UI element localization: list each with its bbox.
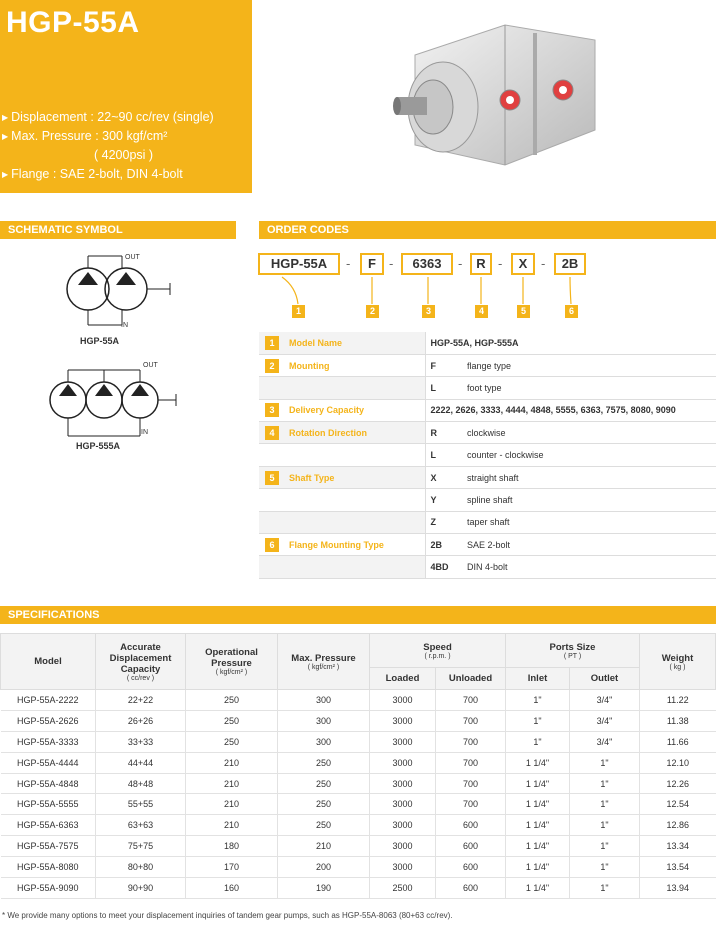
order-row-code: 4BD xyxy=(425,556,463,578)
table-cell: 1" xyxy=(570,836,640,857)
order-row-label xyxy=(259,399,425,421)
order-row xyxy=(259,354,716,376)
section-bar-schematic: SCHEMATIC SYMBOL xyxy=(0,221,236,239)
code-number-badge: 3 xyxy=(422,305,435,318)
order-row-number: 5 xyxy=(265,471,279,485)
table-cell: 3000 xyxy=(370,836,436,857)
table-cell: 210 xyxy=(278,836,370,857)
col-header-op-pressure: Operational Pressure ( kgf/cm² ) xyxy=(186,634,278,690)
table-cell: 1 1/4" xyxy=(506,752,570,773)
code-rotation: R xyxy=(470,253,492,275)
order-row-number: 1 xyxy=(265,336,279,350)
order-row-code: Y xyxy=(425,489,463,511)
col-header-max-pressure: Max. Pressure ( kgf/cm² ) xyxy=(278,634,370,690)
col-header-loaded: Loaded xyxy=(370,668,436,690)
table-cell: 1" xyxy=(506,710,570,731)
col-header-model: Model xyxy=(1,634,96,690)
order-row-label-text: Model Name xyxy=(289,337,343,348)
code-flange: 2B xyxy=(554,253,586,275)
order-row-label xyxy=(259,444,425,466)
order-row-code: Z xyxy=(425,511,463,533)
table-row xyxy=(1,690,716,711)
order-row-label xyxy=(259,556,425,578)
feature-text: Flange : SAE 2-bolt, DIN 4-bolt xyxy=(11,167,183,181)
order-row-number: 4 xyxy=(265,426,279,440)
table-cell: 1 1/4" xyxy=(506,815,570,836)
order-row-desc: straight shaft xyxy=(463,466,716,488)
order-row xyxy=(259,489,716,511)
code-number-badge: 1 xyxy=(292,305,305,318)
table-cell: 600 xyxy=(436,857,506,878)
table-cell: 11.66 xyxy=(640,731,716,752)
table-cell: 250 xyxy=(278,773,370,794)
order-row xyxy=(259,399,716,421)
col-header-displacement: Accurate Displacement Capacity ( cc/rev ) xyxy=(96,634,186,690)
table-cell: 1 1/4" xyxy=(506,857,570,878)
order-row-desc: counter - clockwise xyxy=(463,444,716,466)
table-cell: 1" xyxy=(570,878,640,899)
table-cell: HGP-55A-4848 xyxy=(1,773,96,794)
order-row-label-text: Mounting xyxy=(289,360,330,371)
table-cell: 1 1/4" xyxy=(506,878,570,899)
table-cell: 700 xyxy=(436,752,506,773)
table-row xyxy=(1,857,716,878)
table-cell: 700 xyxy=(436,773,506,794)
table-cell: 1 1/4" xyxy=(506,773,570,794)
table-row xyxy=(1,815,716,836)
feature-item xyxy=(2,108,214,127)
code-number-badge: 2 xyxy=(366,305,379,318)
table-cell: 13.94 xyxy=(640,878,716,899)
table-cell: 300 xyxy=(278,710,370,731)
in-label-2: IN xyxy=(141,429,148,436)
table-cell: 33+33 xyxy=(96,731,186,752)
code-number-badge: 5 xyxy=(517,305,530,318)
table-cell: 250 xyxy=(278,815,370,836)
col-header-ports: Ports Size ( PT ) xyxy=(506,634,640,668)
table-cell: 3/4" xyxy=(570,710,640,731)
table-cell: 44+44 xyxy=(96,752,186,773)
table-row xyxy=(1,710,716,731)
table-cell: 600 xyxy=(436,836,506,857)
order-row-label xyxy=(259,534,425,556)
table-row xyxy=(1,773,716,794)
order-row-desc: taper shaft xyxy=(463,511,716,533)
order-row-number: 2 xyxy=(265,359,279,373)
table-cell: HGP-55A-5555 xyxy=(1,794,96,815)
table-cell: 3000 xyxy=(370,710,436,731)
table-cell: 210 xyxy=(186,815,278,836)
table-cell: 55+55 xyxy=(96,794,186,815)
order-row-label xyxy=(259,466,425,488)
feature-item xyxy=(2,165,214,184)
table-cell: 3000 xyxy=(370,794,436,815)
code-dash: - xyxy=(346,256,351,271)
table-cell: 1" xyxy=(570,773,640,794)
order-row-number: 6 xyxy=(265,538,279,552)
out-label: OUT xyxy=(125,254,140,261)
order-row xyxy=(259,466,716,488)
col-header-unloaded: Unloaded xyxy=(436,668,506,690)
table-cell: 700 xyxy=(436,690,506,711)
table-cell: 700 xyxy=(436,731,506,752)
code-dash: - xyxy=(541,256,546,271)
table-cell: HGP-55A-3333 xyxy=(1,731,96,752)
table-cell: 300 xyxy=(278,731,370,752)
table-cell: 190 xyxy=(278,878,370,899)
schematic-symbol-single xyxy=(60,253,180,338)
order-row-code: X xyxy=(425,466,463,488)
table-cell: 250 xyxy=(186,710,278,731)
schematic-label-1: HGP-55A xyxy=(80,336,120,346)
feature-text: Displacement : 22~90 cc/rev (single) xyxy=(11,110,214,124)
table-cell: 250 xyxy=(186,731,278,752)
code-number-badge: 4 xyxy=(475,305,488,318)
order-row-label-text: Flange Mounting Type xyxy=(289,539,384,550)
order-row-number: 3 xyxy=(265,403,279,417)
code-number-badge: 6 xyxy=(565,305,578,318)
table-cell: 210 xyxy=(186,794,278,815)
feature-item xyxy=(2,146,214,165)
table-cell: 3000 xyxy=(370,773,436,794)
table-cell: HGP-55A-8080 xyxy=(1,857,96,878)
table-cell: 210 xyxy=(186,773,278,794)
table-cell: 2500 xyxy=(370,878,436,899)
order-row xyxy=(259,556,716,578)
order-row-label xyxy=(259,422,425,444)
table-cell: 12.26 xyxy=(640,773,716,794)
code-dash: - xyxy=(389,256,394,271)
order-row-code: HGP-55A, HGP-555A xyxy=(425,332,716,354)
header-panel xyxy=(0,0,252,193)
table-cell: 3/4" xyxy=(570,690,640,711)
bullet-arrow-icon: ▶ xyxy=(2,113,9,122)
table-row xyxy=(1,731,716,752)
specifications-table xyxy=(0,633,716,899)
table-cell: 3000 xyxy=(370,731,436,752)
code-dash: - xyxy=(458,256,463,271)
table-cell: 63+63 xyxy=(96,815,186,836)
table-cell: 1 1/4" xyxy=(506,794,570,815)
table-cell: 1" xyxy=(570,794,640,815)
table-cell: 11.22 xyxy=(640,690,716,711)
col-header-outlet: Outlet xyxy=(570,668,640,690)
order-row xyxy=(259,332,716,354)
schematic-symbol-triple xyxy=(48,362,188,442)
feature-text: Max. Pressure : 300 kgf/cm² xyxy=(11,129,168,143)
table-cell: 13.34 xyxy=(640,836,716,857)
table-cell: HGP-55A-7575 xyxy=(1,836,96,857)
table-cell: 3000 xyxy=(370,857,436,878)
table-cell: 75+75 xyxy=(96,836,186,857)
table-cell: 1" xyxy=(570,857,640,878)
code-model: HGP-55A xyxy=(258,253,340,275)
code-dash: - xyxy=(498,256,503,271)
table-row xyxy=(1,836,716,857)
order-row-label-text: Shaft Type xyxy=(289,472,335,483)
order-row-desc: flange type xyxy=(463,354,716,376)
table-cell: 12.10 xyxy=(640,752,716,773)
footnote: * We provide many options to meet your displacement inquiries of tandem gear pumps, such as HGP-55A-8063 (80+63 cc/rev). xyxy=(2,911,453,920)
order-row-label xyxy=(259,354,425,376)
order-row xyxy=(259,377,716,399)
table-cell: 600 xyxy=(436,878,506,899)
order-row-desc: clockwise xyxy=(463,422,716,444)
order-code-table xyxy=(259,332,716,579)
table-cell: 200 xyxy=(278,857,370,878)
order-row-label-text: Rotation Direction xyxy=(289,427,367,438)
table-cell: 3000 xyxy=(370,752,436,773)
col-header-speed: Speed ( r.p.m. ) xyxy=(370,634,506,668)
page-title: HGP-55A xyxy=(6,6,140,39)
schematic-label-2: HGP-555A xyxy=(76,441,121,451)
order-row-code: L xyxy=(425,377,463,399)
order-row-label xyxy=(259,489,425,511)
order-row-code: L xyxy=(425,444,463,466)
table-cell: 1" xyxy=(570,815,640,836)
order-row-desc: SAE 2-bolt xyxy=(463,534,716,556)
table-cell: HGP-55A-2222 xyxy=(1,690,96,711)
table-cell: 250 xyxy=(186,690,278,711)
col-header-weight: Weight ( kg ) xyxy=(640,634,716,690)
feature-item xyxy=(2,127,214,146)
table-cell: 1" xyxy=(506,731,570,752)
table-cell: 1" xyxy=(506,690,570,711)
table-cell: 13.54 xyxy=(640,857,716,878)
col-header-inlet: Inlet xyxy=(506,668,570,690)
table-cell: 210 xyxy=(186,752,278,773)
section-bar-order: ORDER CODES xyxy=(259,221,716,239)
order-row-label xyxy=(259,377,425,399)
table-row xyxy=(1,794,716,815)
table-cell: 300 xyxy=(278,690,370,711)
table-cell: 1 1/4" xyxy=(506,836,570,857)
order-row-code: R xyxy=(425,422,463,444)
table-cell: 12.54 xyxy=(640,794,716,815)
bullet-arrow-icon: ▶ xyxy=(2,132,9,141)
table-cell: 48+48 xyxy=(96,773,186,794)
table-cell: HGP-55A-4444 xyxy=(1,752,96,773)
table-cell: 1" xyxy=(570,752,640,773)
code-connectors xyxy=(258,275,588,307)
table-cell: 180 xyxy=(186,836,278,857)
table-cell: 3000 xyxy=(370,815,436,836)
table-cell: 600 xyxy=(436,815,506,836)
order-row-label-text: Delivery Capacity xyxy=(289,405,365,416)
out-label-2: OUT xyxy=(143,362,158,369)
table-cell: HGP-55A-2626 xyxy=(1,710,96,731)
table-cell: 3000 xyxy=(370,690,436,711)
table-cell: 250 xyxy=(278,752,370,773)
order-row-desc: foot type xyxy=(463,377,716,399)
order-row-desc: spline shaft xyxy=(463,489,716,511)
order-row-desc: DIN 4-bolt xyxy=(463,556,716,578)
table-cell: 90+90 xyxy=(96,878,186,899)
table-row xyxy=(1,878,716,899)
table-cell: 700 xyxy=(436,794,506,815)
table-row xyxy=(1,752,716,773)
feature-list xyxy=(2,108,214,184)
code-shaft: X xyxy=(511,253,535,275)
table-cell: 170 xyxy=(186,857,278,878)
section-bar-specs: SPECIFICATIONS xyxy=(0,606,716,624)
order-row-code: 2B xyxy=(425,534,463,556)
table-cell: 11.38 xyxy=(640,710,716,731)
order-row xyxy=(259,444,716,466)
in-label: IN xyxy=(121,322,128,329)
table-cell: HGP-55A-9090 xyxy=(1,878,96,899)
bullet-arrow-icon: ▶ xyxy=(2,170,9,179)
feature-text: ( 4200psi ) xyxy=(94,148,154,162)
table-cell: 3/4" xyxy=(570,731,640,752)
table-cell: 160 xyxy=(186,878,278,899)
code-capacity: 6363 xyxy=(401,253,453,275)
pump-product-image xyxy=(385,15,600,180)
table-cell: 80+80 xyxy=(96,857,186,878)
table-cell: 26+26 xyxy=(96,710,186,731)
table-cell: 250 xyxy=(278,794,370,815)
order-row xyxy=(259,422,716,444)
order-row-label xyxy=(259,332,425,354)
order-row xyxy=(259,534,716,556)
table-cell: 22+22 xyxy=(96,690,186,711)
code-mounting: F xyxy=(360,253,384,275)
order-row-label xyxy=(259,511,425,533)
table-cell: 700 xyxy=(436,710,506,731)
order-row-code: F xyxy=(425,354,463,376)
table-cell: HGP-55A-6363 xyxy=(1,815,96,836)
table-cell: 12.86 xyxy=(640,815,716,836)
order-row xyxy=(259,511,716,533)
order-row-code: 2222, 2626, 3333, 4444, 4848, 5555, 6363, 7575, 8080, 9090 xyxy=(425,399,716,421)
